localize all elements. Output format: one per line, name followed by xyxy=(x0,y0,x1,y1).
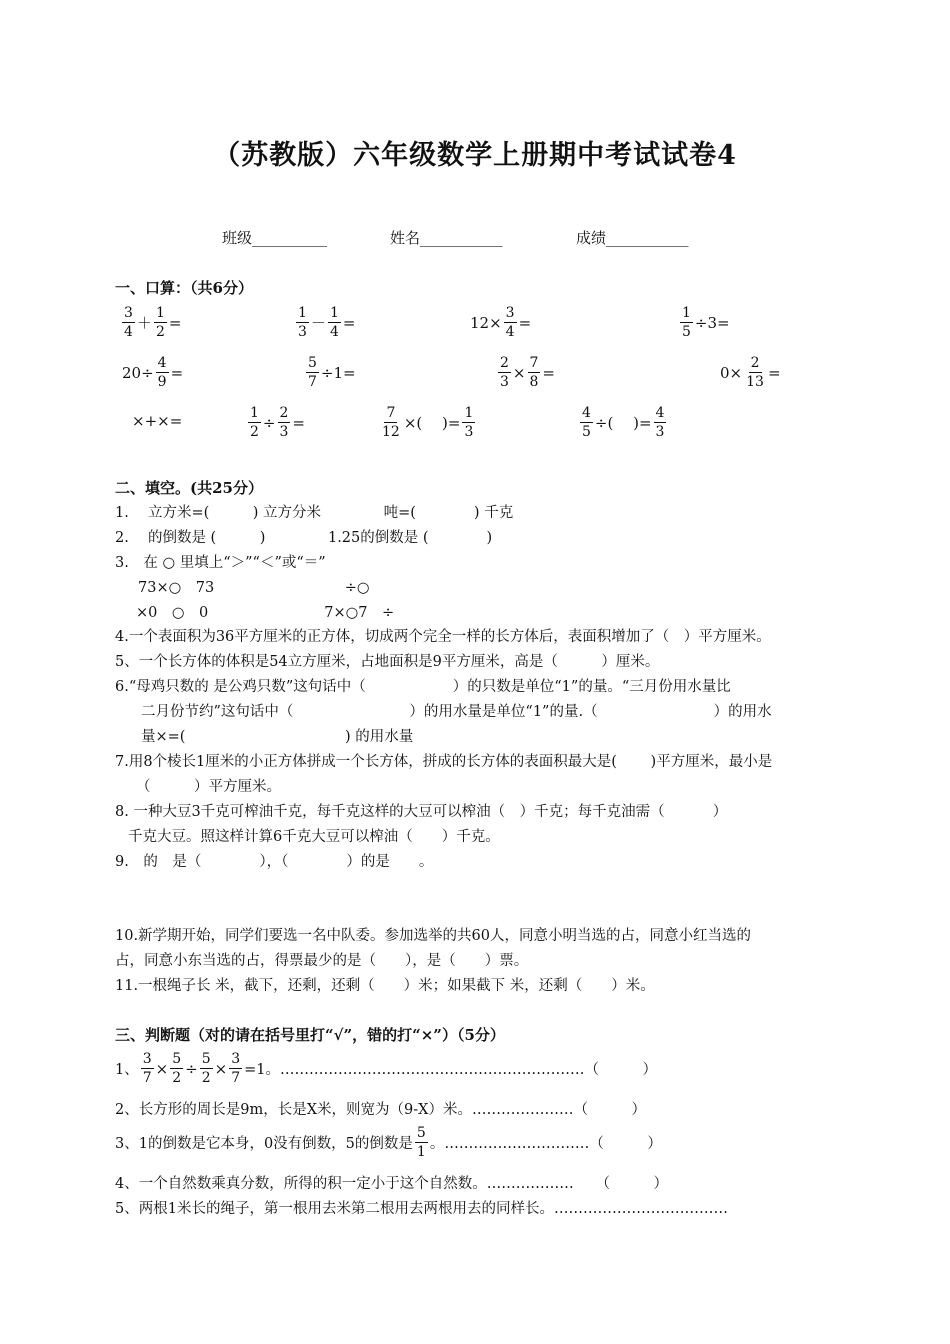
fill-q3: 3. 在 ○ 里填上“＞”“＜”或“＝” xyxy=(115,555,326,571)
fraction: $\frac{7}{12}$ xyxy=(382,405,400,440)
fraction: $\frac{3}{7}$ xyxy=(142,1051,152,1086)
calc-r3-e1: ×+×= xyxy=(132,412,183,430)
fraction: $\frac{1}{5}$ xyxy=(682,305,691,340)
calc-r2-e1: 20÷ $\frac{4}{9}$ = xyxy=(122,355,184,390)
fill-q10-line2: 占，同意小东当选的占，得票最少的是（ ），是（ ）票。 xyxy=(115,953,529,969)
calc-r1-e2: $\frac{1}{3}$ － $\frac{1}{4}$ = xyxy=(298,305,356,340)
section3-heading: 三、判断题（对的请在括号里打“√”，错的打“×”）（5分） xyxy=(115,1026,505,1044)
fraction: $\frac{1}{2}$ xyxy=(250,405,259,440)
fill-q3b: ×0 ○ 0 7×○7 ÷ xyxy=(136,605,395,621)
fraction: $\frac{3}{7}$ xyxy=(231,1051,241,1086)
judge-q5: 5、两根1米长的绳子，第一根用去米第二根用去两根用去的同样长。……………………………… xyxy=(115,1201,728,1217)
fraction: $\frac{7}{8}$ xyxy=(529,355,539,390)
judge-q4: 4、一个自然数乘真分数，所得的积一定小于这个自然数。……………… （ ） xyxy=(115,1176,668,1192)
class-field: 班级__________ xyxy=(222,229,328,247)
fill-q2: 2. 的倒数是 ( ) 1.25的倒数是 ( ) xyxy=(115,530,493,546)
fraction: $\frac{3}{4}$ xyxy=(505,305,515,340)
calc-r1-e3: 12× $\frac{3}{4}$ = xyxy=(470,305,532,340)
calc-r3-e4: $\frac{4}{5}$ ÷( )= $\frac{4}{3}$ xyxy=(582,405,665,440)
fill-q6-line2: 二月份节约”这句话中（ ）的用水量是单位“1”的量.（ ）的用水 xyxy=(141,704,772,720)
fill-q10-line1: 10.新学期开始，同学们要选一名中队委。参加选举的共60人，同意小明当选的占，同意小红当选的 xyxy=(115,928,752,944)
section1-heading: 一、口算：（共6分） xyxy=(115,279,253,297)
fill-q8-line1: 8. 一种大豆3千克可榨油千克，每千克这样的大豆可以榨油（ ）千克；每千克油需（ ） xyxy=(115,804,728,820)
fill-q1: 1. 立方米=( ) 立方分米 吨=( ) 千克 xyxy=(115,505,514,521)
fraction: $\frac{5}{2}$ xyxy=(172,1051,182,1086)
calc-r3-e2: $\frac{1}{2}$ ÷ $\frac{2}{3}$ = xyxy=(250,405,305,440)
fill-q11: 11.一根绳子长 米，截下，还剩，还剩（ ）米；如果截下 米，还剩（ ）米。 xyxy=(115,978,655,994)
calc-r2-e4: 0× $\frac{2}{13}$ = xyxy=(720,355,781,390)
fraction: $\frac{5}{2}$ xyxy=(201,1051,211,1086)
fraction: $\frac{5}{7}$ xyxy=(308,355,317,390)
fraction: $\frac{4}{9}$ xyxy=(157,355,167,390)
calc-r1-e1: $\frac{3}{4}$ ＋ $\frac{1}{2}$ = xyxy=(124,305,182,340)
fraction: $\frac{1}{2}$ xyxy=(155,305,165,340)
name-field: 姓名___________ xyxy=(390,229,503,247)
judge-q2: 2、长方形的周长是9m，长是X米，则宽为（9-X）米。…………………（ ） xyxy=(115,1102,646,1118)
fraction: $\frac{3}{4}$ xyxy=(124,305,133,340)
section2-heading: 二、填空。(共25分） xyxy=(115,479,263,497)
fraction: $\frac{1}{4}$ xyxy=(329,305,339,340)
judge-q3: 3、1的倒数是它本身，0没有倒数，5的倒数是 $\frac{5}{1}$ 。…………………………（ ） xyxy=(115,1125,662,1160)
fill-q3a: 73×○ 73 ÷○ xyxy=(138,580,370,596)
fraction: $\frac{4}{3}$ xyxy=(655,405,665,440)
fraction: $\frac{2}{13}$ xyxy=(746,355,764,390)
fill-q7-line1: 7.用8个棱长1厘米的小正方体拼成一个长方体，拼成的长方体的表面积最大是( )平方厘米，最小是 xyxy=(115,754,773,770)
fill-q8-line2: 千克大豆。照这样计算6千克大豆可以榨油（ ）千克。 xyxy=(128,829,500,845)
fill-q7-line2: （ ）平方厘米。 xyxy=(136,779,281,795)
fraction: $\frac{2}{3}$ xyxy=(279,405,289,440)
fill-q4: 4.一个表面积为36平方厘米的正方体，切成两个完全一样的长方体后，表面积增加了（ ）平方厘米。 xyxy=(115,629,771,645)
calc-r3-e3: $\frac{7}{12}$ ×( )= $\frac{1}{3}$ xyxy=(382,405,474,440)
fraction: $\frac{4}{5}$ xyxy=(582,405,591,440)
calc-r1-e4: $\frac{1}{5}$ ÷3= xyxy=(682,305,730,340)
fill-q5: 5、一个长方体的体积是54立方厘米，占地面积是9平方厘米，高是（ ）厘米。 xyxy=(115,654,660,670)
calc-r2-e2: $\frac{5}{7}$ ÷1= xyxy=(308,355,356,390)
fill-q6-line3: 量×=( ) 的用水量 xyxy=(141,729,414,745)
fill-q9: 9. 的 是（ ），（ ）的是 。 xyxy=(115,854,434,870)
fraction: $\frac{2}{3}$ xyxy=(500,355,509,390)
fraction: $\frac{1}{3}$ xyxy=(464,405,474,440)
fraction: $\frac{5}{1}$ xyxy=(416,1125,426,1160)
page-title: （苏教版）六年级数学上册期中考试试卷4 xyxy=(213,140,737,171)
score-field: 成绩___________ xyxy=(576,229,689,247)
fill-q6-line1: 6.“母鸡只数的 是公鸡只数”这句话中（ ）的只数是单位“1”的量。“三月份用水量比 xyxy=(115,679,731,695)
fraction: $\frac{1}{3}$ xyxy=(298,305,307,340)
judge-q1: 1、 $\frac{3}{7}$ × $\frac{5}{2}$ ÷ $\frac{5}{2}$ × $\frac{3}{7}$ =1。………………………………………………………（ ） xyxy=(115,1051,658,1086)
calc-r2-e3: $\frac{2}{3}$ × $\frac{7}{8}$ = xyxy=(500,355,555,390)
